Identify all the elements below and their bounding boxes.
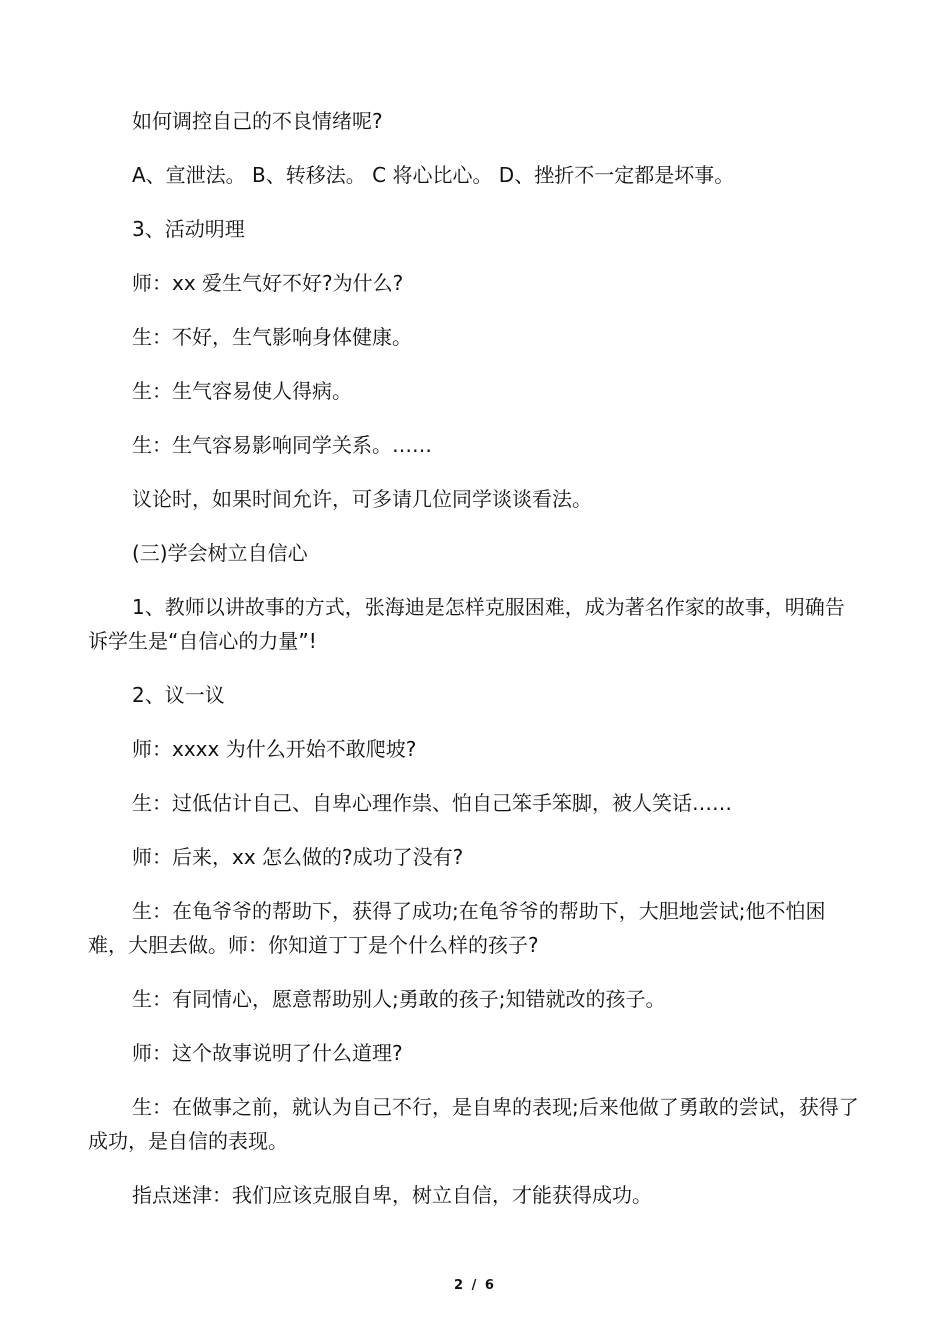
paragraph: 师：这个故事说明了什么道理? [132,1041,403,1065]
section-heading: (三)学会树立自信心 [132,541,308,565]
paragraph: 指点迷津：我们应该克服自卑，树立自信，才能获得成功。 [132,1183,652,1207]
paragraph: 生：不好，生气影响身体健康。 [132,325,412,349]
paragraph: 3、活动明理 [132,217,245,241]
page-number: 2 / 6 [454,1278,496,1293]
paragraph: 生：过低估计自己、自卑心理作祟、怕自己笨手笨脚，被人笑话…… [132,791,732,815]
paragraph: 师：后来，xx 怎么做的?成功了没有? [132,845,464,869]
paragraph: 2、议一议 [132,683,225,707]
paragraph: 师：xx 爱生气好不好?为什么? [132,271,404,295]
paragraph: 生：生气容易影响同学关系。…… [132,433,432,457]
paragraph: 生：生气容易使人得病。 [132,379,352,403]
paragraph: 生：有同情心，愿意帮助别人;勇敢的孩子;知错就改的孩子。 [132,987,666,1011]
paragraph: 师：xxxx 为什么开始不敢爬坡? [132,737,417,761]
paragraph: A、宣泄法。 B、转移法。 C 将心比心。 D、挫折不一定都是坏事。 [132,163,735,187]
paragraph: 如何调控自己的不良情绪呢? [132,109,383,133]
paragraph: 1、教师以讲故事的方式，张海迪是怎样克服困难，成为著名作家的故事，明确告诉学生是“自信心的力量”! [88,595,845,653]
document-body [88,104,863,1232]
paragraph: 生：在做事之前，就认为自己不行，是自卑的表现;后来他做了勇敢的尝试，获得了成功，是自信的表现。 [88,1095,859,1153]
paragraph: 生：在龟爷爷的帮助下，获得了成功;在龟爷爷的帮助下，大胆地尝试;他不怕困难，大胆去做。师：你知道丁丁是个什么样的孩子? [88,899,826,957]
paragraph: 议论时，如果时间允许，可多请几位同学谈谈看法。 [132,487,592,511]
